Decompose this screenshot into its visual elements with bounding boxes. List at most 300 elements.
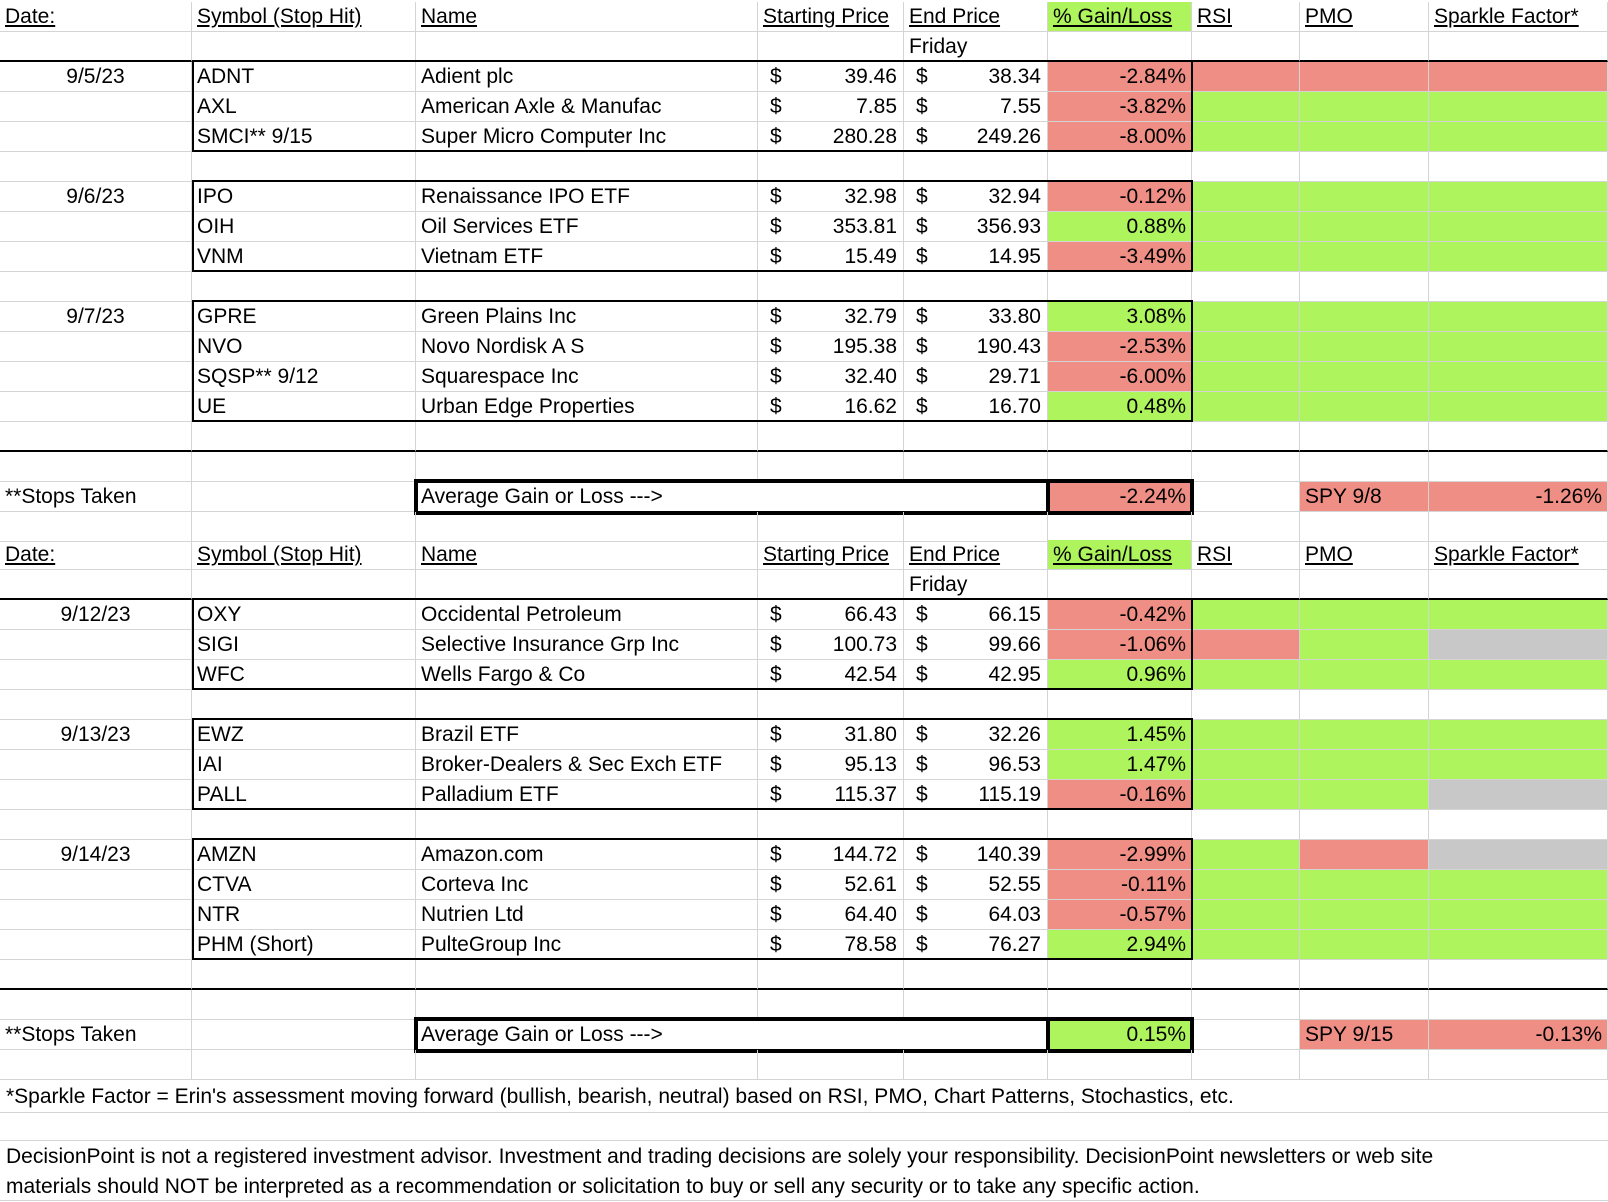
currency-symbol: $ bbox=[770, 305, 782, 328]
empty-cell[interactable] bbox=[1429, 990, 1608, 1020]
header-symbol[interactable]: Symbol (Stop Hit) bbox=[192, 2, 416, 32]
empty-cell[interactable] bbox=[1048, 1050, 1192, 1080]
empty-cell[interactable] bbox=[0, 362, 192, 392]
symbol-cell[interactable]: IAI bbox=[192, 750, 416, 780]
empty-cell[interactable] bbox=[758, 990, 904, 1020]
empty-cell[interactable] bbox=[416, 570, 758, 600]
pmo-indicator-cell[interactable] bbox=[1300, 302, 1429, 332]
empty-cell[interactable] bbox=[192, 1020, 416, 1050]
average-gain-loss-value[interactable]: 0.15% bbox=[1048, 1020, 1192, 1050]
sparkle-factor-cell[interactable] bbox=[1429, 212, 1608, 242]
symbol-cell[interactable]: CTVA bbox=[192, 870, 416, 900]
average-gain-loss-label[interactable]: Average Gain or Loss ---> bbox=[416, 482, 1048, 512]
empty-cell[interactable] bbox=[904, 272, 1048, 302]
empty-cell[interactable] bbox=[192, 422, 416, 452]
rsi-indicator-cell[interactable] bbox=[1192, 630, 1300, 660]
empty-cell[interactable] bbox=[758, 452, 904, 482]
empty-cell[interactable] bbox=[0, 332, 192, 362]
name-cell[interactable]: PulteGroup Inc bbox=[416, 930, 758, 960]
sparkle-factor-cell[interactable] bbox=[1429, 62, 1608, 92]
name-cell[interactable]: Oil Services ETF bbox=[416, 212, 758, 242]
name-cell[interactable]: Renaissance IPO ETF bbox=[416, 182, 758, 212]
name-cell[interactable]: Adient plc bbox=[416, 62, 758, 92]
rsi-indicator-cell[interactable] bbox=[1192, 302, 1300, 332]
gain-loss-cell[interactable]: 3.08% bbox=[1048, 302, 1192, 332]
empty-cell[interactable] bbox=[416, 272, 758, 302]
gain-loss-cell[interactable]: -0.57% bbox=[1048, 900, 1192, 930]
empty-cell[interactable] bbox=[192, 272, 416, 302]
name-cell[interactable]: Broker-Dealers & Sec Exch ETF bbox=[416, 750, 758, 780]
symbol-cell[interactable]: SQSP** 9/12 bbox=[192, 362, 416, 392]
empty-cell[interactable] bbox=[416, 960, 758, 990]
empty-cell[interactable] bbox=[1300, 32, 1429, 62]
gain-loss-cell[interactable]: -3.82% bbox=[1048, 92, 1192, 122]
empty-cell[interactable] bbox=[1429, 810, 1608, 840]
header-start[interactable]: Starting Price bbox=[758, 2, 904, 32]
sparkle-factor-cell[interactable] bbox=[1429, 92, 1608, 122]
header-date[interactable]: Date: bbox=[0, 2, 192, 32]
empty-cell[interactable] bbox=[904, 990, 1048, 1020]
sparkle-factor-cell[interactable] bbox=[1429, 750, 1608, 780]
pmo-indicator-cell[interactable] bbox=[1300, 362, 1429, 392]
currency-symbol: $ bbox=[770, 663, 782, 686]
empty-cell[interactable] bbox=[904, 810, 1048, 840]
empty-cell[interactable] bbox=[416, 1050, 758, 1080]
pmo-indicator-cell[interactable] bbox=[1300, 720, 1429, 750]
header-pmo[interactable]: PMO bbox=[1300, 540, 1429, 570]
empty-cell[interactable] bbox=[1429, 1050, 1608, 1080]
empty-cell[interactable] bbox=[0, 122, 192, 152]
end-price-value: 66.15 bbox=[988, 603, 1041, 626]
gain-loss-cell[interactable]: -3.49% bbox=[1048, 242, 1192, 272]
name-cell[interactable]: Super Micro Computer Inc bbox=[416, 122, 758, 152]
empty-cell[interactable] bbox=[0, 570, 192, 600]
empty-cell[interactable] bbox=[1192, 482, 1300, 512]
empty-cell[interactable] bbox=[192, 690, 416, 720]
end-price-value: 42.95 bbox=[988, 663, 1041, 686]
average-gain-loss-label[interactable]: Average Gain or Loss ---> bbox=[416, 1020, 1048, 1050]
empty-cell[interactable] bbox=[0, 422, 192, 452]
empty-cell[interactable] bbox=[192, 570, 416, 600]
empty-cell[interactable] bbox=[0, 960, 192, 990]
empty-cell[interactable] bbox=[1429, 32, 1608, 62]
spy-label[interactable]: SPY 9/15 bbox=[1300, 1020, 1429, 1050]
rsi-indicator-cell[interactable] bbox=[1192, 840, 1300, 870]
empty-cell[interactable] bbox=[0, 750, 192, 780]
sparkle-factor-cell[interactable] bbox=[1429, 660, 1608, 690]
gain-loss-cell[interactable]: -8.00% bbox=[1048, 122, 1192, 152]
empty-cell[interactable] bbox=[1192, 690, 1300, 720]
gain-loss-cell[interactable]: -2.99% bbox=[1048, 840, 1192, 870]
header-name[interactable]: Name bbox=[416, 540, 758, 570]
sparkle-factor-cell[interactable] bbox=[1429, 362, 1608, 392]
rsi-indicator-cell[interactable] bbox=[1192, 870, 1300, 900]
symbol-cell[interactable]: PHM (Short) bbox=[192, 930, 416, 960]
header-gain[interactable]: % Gain/Loss bbox=[1048, 540, 1192, 570]
empty-cell[interactable] bbox=[758, 272, 904, 302]
currency-symbol: $ bbox=[770, 723, 782, 746]
empty-cell[interactable] bbox=[904, 422, 1048, 452]
empty-cell[interactable] bbox=[1048, 960, 1192, 990]
pmo-indicator-cell[interactable] bbox=[1300, 242, 1429, 272]
gain-loss-cell[interactable]: -0.12% bbox=[1048, 182, 1192, 212]
symbol-cell[interactable]: AMZN bbox=[192, 840, 416, 870]
sparkle-factor-cell[interactable] bbox=[1429, 780, 1608, 810]
empty-cell[interactable] bbox=[192, 152, 416, 182]
empty-cell[interactable] bbox=[758, 960, 904, 990]
empty-cell[interactable] bbox=[1192, 1020, 1300, 1050]
sparkle-factor-cell[interactable] bbox=[1429, 302, 1608, 332]
empty-cell[interactable] bbox=[0, 1050, 192, 1080]
sparkle-factor-cell[interactable] bbox=[1429, 182, 1608, 212]
pmo-indicator-cell[interactable] bbox=[1300, 122, 1429, 152]
empty-cell[interactable] bbox=[904, 690, 1048, 720]
currency-symbol: $ bbox=[770, 873, 782, 896]
empty-cell[interactable] bbox=[1192, 990, 1300, 1020]
symbol-cell[interactable]: WFC bbox=[192, 660, 416, 690]
empty-cell[interactable] bbox=[0, 212, 192, 242]
empty-cell[interactable] bbox=[1192, 810, 1300, 840]
symbol-cell[interactable]: IPO bbox=[192, 182, 416, 212]
empty-cell[interactable] bbox=[0, 660, 192, 690]
spy-label[interactable]: SPY 9/8 bbox=[1300, 482, 1429, 512]
rsi-indicator-cell[interactable] bbox=[1192, 780, 1300, 810]
empty-cell[interactable] bbox=[0, 392, 192, 422]
symbol-cell[interactable]: UE bbox=[192, 392, 416, 422]
pmo-indicator-cell[interactable] bbox=[1300, 332, 1429, 362]
empty-cell[interactable] bbox=[758, 810, 904, 840]
empty-cell[interactable] bbox=[1048, 272, 1192, 302]
gain-loss-cell[interactable]: -2.84% bbox=[1048, 62, 1192, 92]
currency-symbol: $ bbox=[916, 633, 928, 656]
gain-loss-cell[interactable]: 0.88% bbox=[1048, 212, 1192, 242]
header-rsi[interactable]: RSI bbox=[1192, 540, 1300, 570]
gain-loss-cell[interactable]: 0.48% bbox=[1048, 392, 1192, 422]
empty-cell[interactable] bbox=[758, 422, 904, 452]
spy-value[interactable]: -0.13% bbox=[1429, 1020, 1608, 1050]
empty-cell[interactable] bbox=[1429, 690, 1608, 720]
symbol-cell[interactable]: ADNT bbox=[192, 62, 416, 92]
rsi-indicator-cell[interactable] bbox=[1192, 212, 1300, 242]
rsi-indicator-cell[interactable] bbox=[1192, 122, 1300, 152]
sparkle-factor-cell[interactable] bbox=[1429, 870, 1608, 900]
rsi-indicator-cell[interactable] bbox=[1192, 392, 1300, 422]
header-date[interactable]: Date: bbox=[0, 540, 192, 570]
pmo-indicator-cell[interactable] bbox=[1300, 392, 1429, 422]
empty-cell[interactable] bbox=[0, 32, 192, 62]
name-cell[interactable]: Green Plains Inc bbox=[416, 302, 758, 332]
pmo-indicator-cell[interactable] bbox=[1300, 182, 1429, 212]
empty-cell[interactable] bbox=[1192, 272, 1300, 302]
empty-cell[interactable] bbox=[0, 870, 192, 900]
empty-cell[interactable] bbox=[416, 810, 758, 840]
header-friday[interactable]: Friday bbox=[904, 32, 1048, 62]
empty-cell[interactable] bbox=[0, 810, 192, 840]
empty-cell[interactable] bbox=[192, 452, 416, 482]
group-date[interactable]: 9/7/23 bbox=[0, 302, 192, 332]
empty-cell[interactable] bbox=[1429, 422, 1608, 452]
empty-cell[interactable] bbox=[758, 32, 904, 62]
currency-symbol: $ bbox=[770, 783, 782, 806]
empty-cell[interactable] bbox=[1048, 570, 1192, 600]
empty-cell[interactable] bbox=[192, 482, 416, 512]
name-cell[interactable]: Corteva Inc bbox=[416, 870, 758, 900]
group-date[interactable]: 9/6/23 bbox=[0, 182, 192, 212]
empty-cell[interactable] bbox=[1429, 452, 1608, 482]
empty-cell[interactable] bbox=[1192, 960, 1300, 990]
empty-cell[interactable] bbox=[1429, 570, 1608, 600]
symbol-cell[interactable]: VNM bbox=[192, 242, 416, 272]
sparkle-factor-cell[interactable] bbox=[1429, 900, 1608, 930]
empty-cell[interactable] bbox=[192, 512, 416, 542]
pmo-indicator-cell[interactable] bbox=[1300, 900, 1429, 930]
end-price-value: 190.43 bbox=[976, 335, 1041, 358]
empty-cell[interactable] bbox=[1192, 1050, 1300, 1080]
name-cell[interactable]: Brazil ETF bbox=[416, 720, 758, 750]
group-date[interactable]: 9/14/23 bbox=[0, 840, 192, 870]
gain-loss-cell[interactable]: 2.94% bbox=[1048, 930, 1192, 960]
sparkle-factor-cell[interactable] bbox=[1429, 600, 1608, 630]
header-rsi[interactable]: RSI bbox=[1192, 2, 1300, 32]
group-border bbox=[192, 180, 1193, 272]
header-sparkle[interactable]: Sparkle Factor* bbox=[1429, 540, 1608, 570]
empty-cell[interactable] bbox=[1048, 512, 1192, 542]
sparkle-factor-cell[interactable] bbox=[1429, 840, 1608, 870]
empty-cell[interactable] bbox=[758, 570, 904, 600]
pmo-indicator-cell[interactable] bbox=[1300, 600, 1429, 630]
rsi-indicator-cell[interactable] bbox=[1192, 62, 1300, 92]
empty-cell[interactable] bbox=[192, 32, 416, 62]
pmo-indicator-cell[interactable] bbox=[1300, 630, 1429, 660]
sparkle-factor-cell[interactable] bbox=[1429, 332, 1608, 362]
name-cell[interactable]: Amazon.com bbox=[416, 840, 758, 870]
symbol-cell[interactable]: SMCI** 9/15 bbox=[192, 122, 416, 152]
empty-cell[interactable] bbox=[0, 630, 192, 660]
empty-cell[interactable] bbox=[1048, 810, 1192, 840]
gain-loss-cell[interactable]: -0.16% bbox=[1048, 780, 1192, 810]
header-end[interactable]: End Price bbox=[904, 2, 1048, 32]
empty-cell[interactable] bbox=[0, 690, 192, 720]
empty-cell[interactable] bbox=[416, 152, 758, 182]
name-cell[interactable]: Palladium ETF bbox=[416, 780, 758, 810]
symbol-cell[interactable]: GPRE bbox=[192, 302, 416, 332]
empty-cell[interactable] bbox=[1300, 512, 1429, 542]
empty-cell[interactable] bbox=[904, 452, 1048, 482]
name-cell[interactable]: Nutrien Ltd bbox=[416, 900, 758, 930]
end-price-value: 14.95 bbox=[988, 245, 1041, 268]
empty-cell[interactable] bbox=[904, 512, 1048, 542]
empty-cell[interactable] bbox=[0, 272, 192, 302]
pmo-indicator-cell[interactable] bbox=[1300, 660, 1429, 690]
empty-cell[interactable] bbox=[1192, 452, 1300, 482]
gain-loss-cell[interactable]: -0.11% bbox=[1048, 870, 1192, 900]
gain-loss-cell[interactable]: 1.45% bbox=[1048, 720, 1192, 750]
currency-symbol: $ bbox=[916, 125, 928, 148]
rsi-indicator-cell[interactable] bbox=[1192, 930, 1300, 960]
empty-cell[interactable] bbox=[758, 512, 904, 542]
empty-cell[interactable] bbox=[1300, 960, 1429, 990]
end-price-value: 99.66 bbox=[988, 633, 1041, 656]
sparkle-factor-cell[interactable] bbox=[1429, 930, 1608, 960]
empty-cell[interactable] bbox=[1048, 32, 1192, 62]
empty-cell[interactable] bbox=[192, 810, 416, 840]
empty-cell[interactable] bbox=[416, 690, 758, 720]
group-date[interactable]: 9/12/23 bbox=[0, 600, 192, 630]
empty-cell[interactable] bbox=[1048, 452, 1192, 482]
symbol-cell[interactable]: OIH bbox=[192, 212, 416, 242]
symbol-cell[interactable]: AXL bbox=[192, 92, 416, 122]
empty-cell[interactable] bbox=[1192, 422, 1300, 452]
empty-cell[interactable] bbox=[1300, 570, 1429, 600]
empty-cell[interactable] bbox=[416, 512, 758, 542]
average-summary-box bbox=[414, 479, 1194, 515]
pmo-indicator-cell[interactable] bbox=[1300, 870, 1429, 900]
rsi-indicator-cell[interactable] bbox=[1192, 900, 1300, 930]
empty-cell[interactable] bbox=[416, 32, 758, 62]
gain-loss-cell[interactable]: 0.96% bbox=[1048, 660, 1192, 690]
empty-cell[interactable] bbox=[904, 960, 1048, 990]
empty-cell[interactable] bbox=[1192, 152, 1300, 182]
empty-cell[interactable] bbox=[1429, 152, 1608, 182]
empty-cell[interactable] bbox=[758, 1050, 904, 1080]
currency-symbol: $ bbox=[770, 125, 782, 148]
empty-cell[interactable] bbox=[0, 452, 192, 482]
empty-cell[interactable] bbox=[1300, 272, 1429, 302]
pmo-indicator-cell[interactable] bbox=[1300, 780, 1429, 810]
empty-cell[interactable] bbox=[416, 422, 758, 452]
empty-cell[interactable] bbox=[1192, 570, 1300, 600]
gain-loss-cell[interactable]: -2.53% bbox=[1048, 332, 1192, 362]
empty-cell[interactable] bbox=[0, 152, 192, 182]
header-sparkle[interactable]: Sparkle Factor* bbox=[1429, 2, 1608, 32]
empty-cell[interactable] bbox=[192, 960, 416, 990]
empty-cell[interactable] bbox=[904, 1050, 1048, 1080]
symbol-cell[interactable]: OXY bbox=[192, 600, 416, 630]
pmo-indicator-cell[interactable] bbox=[1300, 92, 1429, 122]
name-cell[interactable]: Urban Edge Properties bbox=[416, 392, 758, 422]
rsi-indicator-cell[interactable] bbox=[1192, 750, 1300, 780]
header-friday[interactable]: Friday bbox=[904, 570, 1048, 600]
empty-cell[interactable] bbox=[0, 900, 192, 930]
empty-cell[interactable] bbox=[1429, 512, 1608, 542]
empty-cell[interactable] bbox=[1300, 990, 1429, 1020]
empty-cell[interactable] bbox=[0, 92, 192, 122]
header-start[interactable]: Starting Price bbox=[758, 540, 904, 570]
pmo-indicator-cell[interactable] bbox=[1300, 62, 1429, 92]
gain-loss-cell[interactable]: -6.00% bbox=[1048, 362, 1192, 392]
name-cell[interactable]: Occidental Petroleum bbox=[416, 600, 758, 630]
empty-cell[interactable] bbox=[192, 1050, 416, 1080]
empty-cell[interactable] bbox=[0, 242, 192, 272]
empty-cell[interactable] bbox=[0, 512, 192, 542]
symbol-cell[interactable]: NTR bbox=[192, 900, 416, 930]
group-date[interactable]: 9/5/23 bbox=[0, 62, 192, 92]
sparkle-factor-cell[interactable] bbox=[1429, 242, 1608, 272]
symbol-cell[interactable]: PALL bbox=[192, 780, 416, 810]
empty-cell[interactable] bbox=[758, 152, 904, 182]
currency-symbol: $ bbox=[770, 365, 782, 388]
rsi-indicator-cell[interactable] bbox=[1192, 720, 1300, 750]
sparkle-factor-cell[interactable] bbox=[1429, 122, 1608, 152]
currency-symbol: $ bbox=[916, 873, 928, 896]
symbol-cell[interactable]: NVO bbox=[192, 332, 416, 362]
empty-cell[interactable] bbox=[1300, 810, 1429, 840]
header-end[interactable]: End Price bbox=[904, 540, 1048, 570]
stops-taken-label[interactable]: **Stops Taken bbox=[0, 1020, 192, 1050]
empty-cell[interactable] bbox=[1300, 152, 1429, 182]
sparkle-factor-cell[interactable] bbox=[1429, 720, 1608, 750]
empty-cell[interactable] bbox=[758, 690, 904, 720]
rsi-indicator-cell[interactable] bbox=[1192, 660, 1300, 690]
empty-cell[interactable] bbox=[1048, 422, 1192, 452]
starting-price-value: 66.43 bbox=[844, 603, 897, 626]
pmo-indicator-cell[interactable] bbox=[1300, 212, 1429, 242]
name-cell[interactable]: Novo Nordisk A S bbox=[416, 332, 758, 362]
symbol-cell[interactable]: EWZ bbox=[192, 720, 416, 750]
symbol-cell[interactable]: SIGI bbox=[192, 630, 416, 660]
rsi-indicator-cell[interactable] bbox=[1192, 92, 1300, 122]
empty-cell[interactable] bbox=[1429, 272, 1608, 302]
header-pmo[interactable]: PMO bbox=[1300, 2, 1429, 32]
rsi-indicator-cell[interactable] bbox=[1192, 362, 1300, 392]
header-name[interactable]: Name bbox=[416, 2, 758, 32]
rsi-indicator-cell[interactable] bbox=[1192, 242, 1300, 272]
name-cell[interactable]: Selective Insurance Grp Inc bbox=[416, 630, 758, 660]
empty-cell[interactable] bbox=[0, 990, 192, 1020]
header-symbol[interactable]: Symbol (Stop Hit) bbox=[192, 540, 416, 570]
empty-cell[interactable] bbox=[416, 452, 758, 482]
empty-cell[interactable] bbox=[1300, 690, 1429, 720]
empty-cell[interactable] bbox=[1429, 960, 1608, 990]
group-date[interactable]: 9/13/23 bbox=[0, 720, 192, 750]
empty-cell[interactable] bbox=[0, 780, 192, 810]
empty-cell[interactable] bbox=[1048, 990, 1192, 1020]
rsi-indicator-cell[interactable] bbox=[1192, 182, 1300, 212]
gain-loss-cell[interactable]: -0.42% bbox=[1048, 600, 1192, 630]
stops-taken-label[interactable]: **Stops Taken bbox=[0, 482, 192, 512]
rsi-indicator-cell[interactable] bbox=[1192, 332, 1300, 362]
sparkle-footnote: *Sparkle Factor = Erin's assessment moving forward (bullish, bearish, neutral) based on RSI, PMO, Chart Patterns, Stochastics, etc. bbox=[6, 1085, 1234, 1108]
sparkle-factor-cell[interactable] bbox=[1429, 392, 1608, 422]
empty-cell[interactable] bbox=[1300, 1050, 1429, 1080]
pmo-indicator-cell[interactable] bbox=[1300, 930, 1429, 960]
pmo-indicator-cell[interactable] bbox=[1300, 750, 1429, 780]
empty-cell[interactable] bbox=[904, 152, 1048, 182]
empty-cell[interactable] bbox=[1048, 690, 1192, 720]
rsi-indicator-cell[interactable] bbox=[1192, 600, 1300, 630]
name-cell[interactable]: Wells Fargo & Co bbox=[416, 660, 758, 690]
name-cell[interactable]: Squarespace Inc bbox=[416, 362, 758, 392]
empty-cell[interactable] bbox=[416, 990, 758, 1020]
empty-cell[interactable] bbox=[192, 990, 416, 1020]
gain-loss-cell[interactable]: -1.06% bbox=[1048, 630, 1192, 660]
empty-cell[interactable] bbox=[1192, 32, 1300, 62]
pmo-indicator-cell[interactable] bbox=[1300, 840, 1429, 870]
group-border bbox=[192, 838, 1193, 960]
header-gain[interactable]: % Gain/Loss bbox=[1048, 2, 1192, 32]
empty-cell[interactable] bbox=[0, 930, 192, 960]
empty-cell[interactable] bbox=[1300, 422, 1429, 452]
spy-value[interactable]: -1.26% bbox=[1429, 482, 1608, 512]
gain-loss-cell[interactable]: 1.47% bbox=[1048, 750, 1192, 780]
empty-cell[interactable] bbox=[1192, 512, 1300, 542]
sparkle-factor-cell[interactable] bbox=[1429, 630, 1608, 660]
name-cell[interactable]: American Axle & Manufac bbox=[416, 92, 758, 122]
average-gain-loss-value[interactable]: -2.24% bbox=[1048, 482, 1192, 512]
empty-cell[interactable] bbox=[1300, 452, 1429, 482]
empty-cell[interactable] bbox=[1048, 152, 1192, 182]
name-cell[interactable]: Vietnam ETF bbox=[416, 242, 758, 272]
